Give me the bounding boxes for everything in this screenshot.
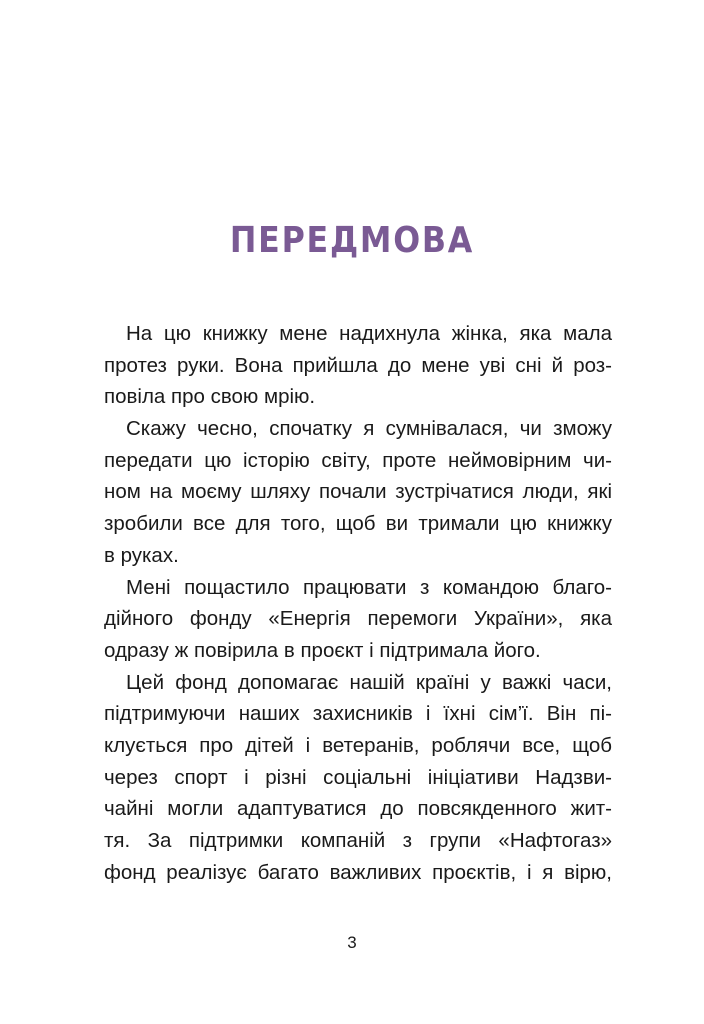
text-line: клується про дітей і ветеранів, роблячи все, щоб	[104, 733, 612, 757]
text-line: протез руки. Вона прийшла до мене уві сні й роз-	[104, 353, 612, 377]
page-number: 3	[347, 933, 357, 952]
text-line: Цей фонд допомагає нашій країні у важкі часи,	[126, 670, 612, 694]
text-line: зробили все для того, щоб ви тримали цю книжку	[104, 512, 612, 536]
page-title: ПЕРЕДМОВА	[229, 220, 475, 261]
preface-body	[104, 318, 612, 888]
text-line: ном на моєму шляху почали зустрічатися люди, які	[104, 480, 612, 504]
text-line: передати цю історію світу, проте неймовірним чи-	[104, 448, 612, 472]
text-line: одразу ж повірила в проєкт і підтримала його.	[104, 638, 541, 662]
text-line: дійного фонду «Енергія перемоги України», яка	[104, 607, 612, 631]
text-line: Мені пощастило працювати з командою благо-	[126, 575, 612, 599]
text-line: повіла про свою мрію.	[104, 385, 316, 409]
text-line: На цю книжку мене надихнула жінка, яка мала	[126, 322, 612, 345]
text-line: Скажу чесно, спочатку я сумнівалася, чи зможу	[126, 417, 612, 441]
text-line: тя. За підтримки компаній з групи «Нафтогаз»	[104, 829, 612, 852]
text-line: через спорт і різні соціальні ініціативи Надзви-	[104, 765, 612, 789]
text-line: в руках.	[104, 543, 179, 567]
text-line: фонд реалізує багато важливих проєктів, і я вірю,	[104, 860, 612, 884]
text-line: підтримуючи наших захисників і їхні сім’ї. Він пі-	[104, 702, 612, 726]
text-line: чайні могли адаптуватися до повсякденного жит-	[104, 797, 612, 821]
